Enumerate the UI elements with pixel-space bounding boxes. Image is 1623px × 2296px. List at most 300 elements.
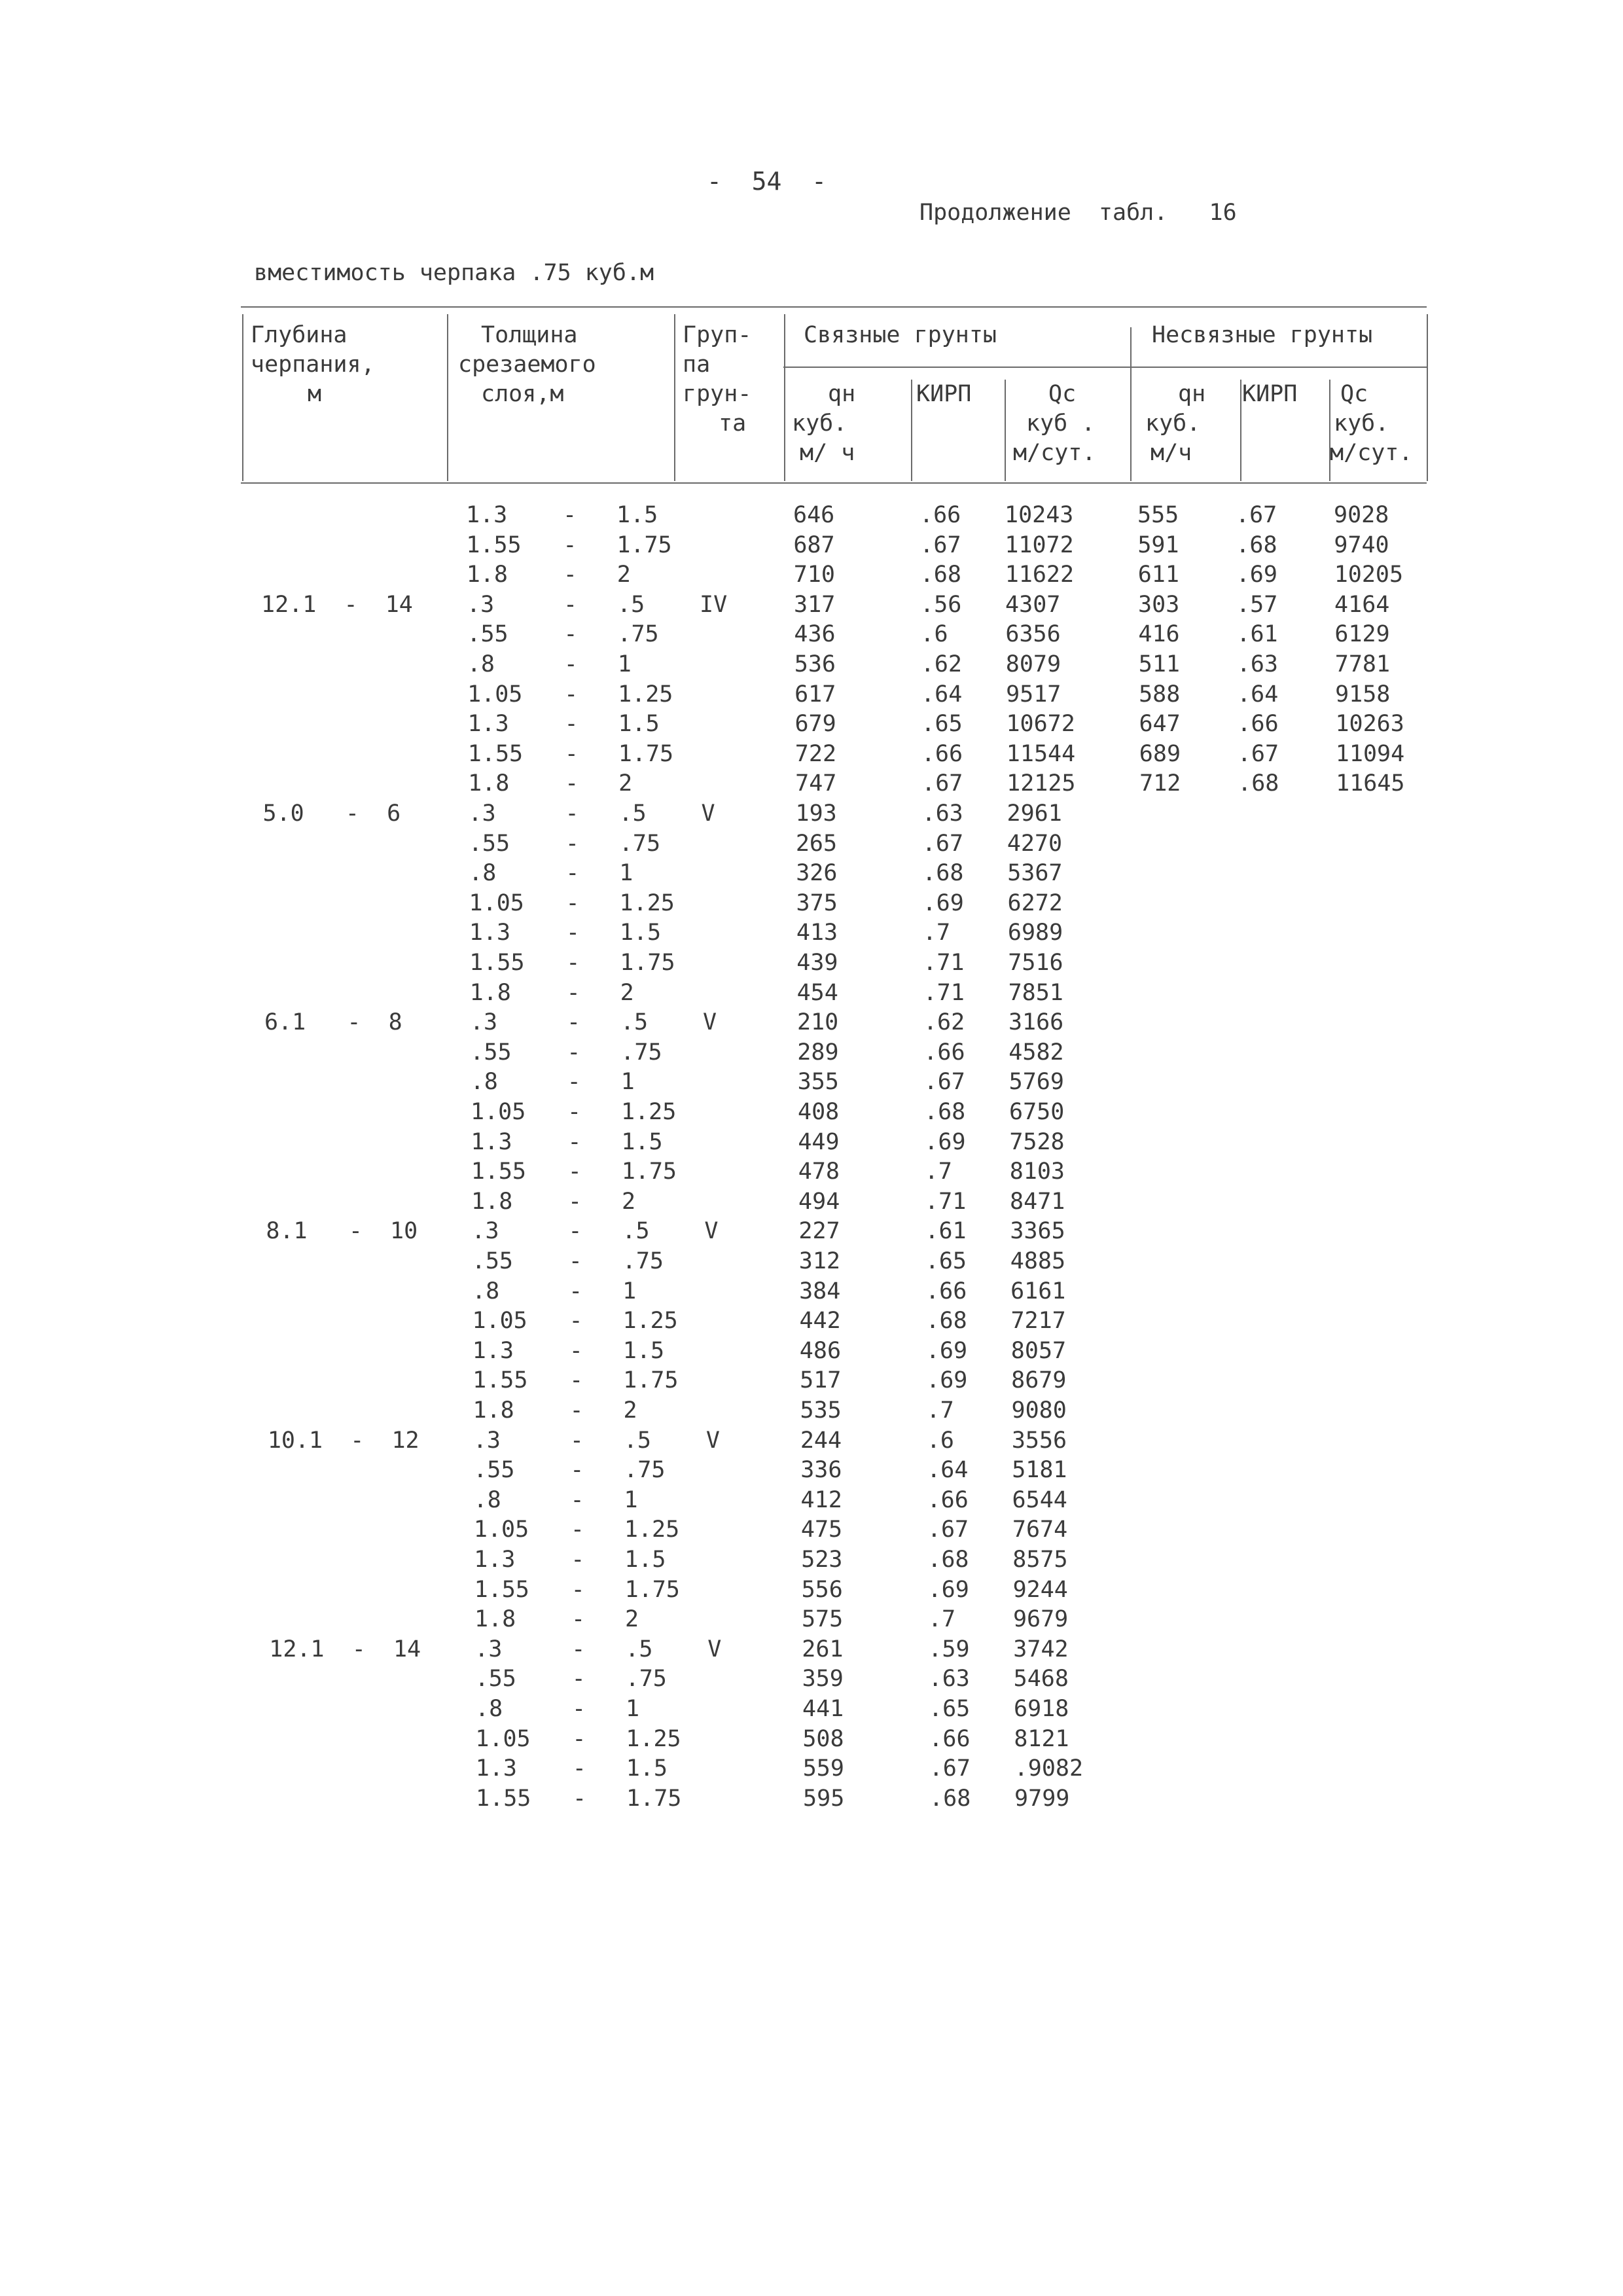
cell-thick-to: .5 xyxy=(620,1009,649,1036)
cell-qh: 517 xyxy=(800,1367,842,1394)
header-depth-line: черпания, xyxy=(251,351,375,378)
cell-thick-to: 1 xyxy=(619,860,633,887)
cell-kirp-2: .57 xyxy=(1236,591,1278,618)
header-noncohesive: Несвязные грунты xyxy=(1152,322,1373,348)
cell-qh: 265 xyxy=(795,830,838,857)
cell-qc: 9799 xyxy=(1014,1785,1070,1812)
cell-qc: 4307 xyxy=(1005,591,1061,618)
header-depth-line: м xyxy=(308,381,322,407)
header-vrule xyxy=(784,314,785,481)
table-continuation-label: Продолжение табл. 16 xyxy=(919,200,1237,226)
cell-qh: 556 xyxy=(801,1576,843,1603)
cell-kirp: .67 xyxy=(927,1516,969,1543)
cell-kirp: .71 xyxy=(923,950,965,976)
cell-qc: 3166 xyxy=(1008,1009,1064,1036)
header-group-line: па xyxy=(683,351,711,378)
cell-thick-to: 1.5 xyxy=(622,1337,665,1364)
cell-qh: 210 xyxy=(796,1009,839,1036)
cell-qh-2: 712 xyxy=(1139,770,1181,797)
cell-qc: 3365 xyxy=(1010,1218,1065,1245)
cell-thick-from: .8 xyxy=(472,1278,500,1304)
cell-thick-from: .8 xyxy=(467,651,495,677)
cell-qc: 6544 xyxy=(1012,1486,1067,1513)
cell-thick-from: 1.3 xyxy=(466,502,508,528)
cell-thick-to: 1.5 xyxy=(616,502,658,528)
cell-qc: 6989 xyxy=(1007,920,1063,946)
cell-kirp: .69 xyxy=(926,1367,968,1394)
cell-qc: 8103 xyxy=(1009,1158,1065,1185)
cell-thick-to: 1.75 xyxy=(620,950,675,976)
cell-dash: - xyxy=(563,651,578,677)
cell-kirp-2: .63 xyxy=(1236,651,1278,677)
cell-group: V xyxy=(704,1218,719,1245)
cell-kirp: .68 xyxy=(924,1099,966,1125)
cell-qh: 326 xyxy=(796,860,838,887)
header-qh-2: м/ч xyxy=(1150,440,1192,466)
cell-qh: 312 xyxy=(798,1248,840,1274)
cell-thick-to: 1 xyxy=(617,651,632,677)
cell-qh: 359 xyxy=(802,1666,844,1693)
cell-thick-to: 1.25 xyxy=(618,681,673,708)
cell-qc-2: 4164 xyxy=(1334,591,1390,618)
header-kirp-2: КИРП xyxy=(1242,381,1298,407)
cell-thick-to: .75 xyxy=(617,621,659,648)
cell-thick-from: 1.05 xyxy=(473,1516,529,1543)
cell-dash: - xyxy=(565,920,580,946)
cell-dash: - xyxy=(565,770,579,797)
cell-thick-from: .55 xyxy=(474,1666,516,1693)
cell-dash: - xyxy=(566,979,580,1006)
cell-dash: - xyxy=(566,950,580,976)
cell-thick-from: 1.8 xyxy=(474,1606,516,1633)
header-mid-rule xyxy=(783,367,1427,368)
cell-thick-from: 1.3 xyxy=(474,1547,516,1573)
cell-thick-to: 2 xyxy=(624,1606,639,1633)
cell-qh: 289 xyxy=(797,1039,839,1066)
cell-dash: - xyxy=(563,591,578,618)
cell-qc: 8471 xyxy=(1010,1188,1065,1215)
cell-qc: 8121 xyxy=(1014,1725,1069,1752)
cell-thick-to: 1.5 xyxy=(621,1128,663,1155)
cell-kirp: .63 xyxy=(921,800,963,827)
cell-qc: 3556 xyxy=(1011,1427,1067,1454)
cell-kirp-2: .68 xyxy=(1236,531,1277,558)
cell-qc: 7516 xyxy=(1008,950,1063,976)
cell-dash: - xyxy=(572,1696,586,1722)
cell-thick-to: 2 xyxy=(616,562,631,588)
cell-thick-to: .5 xyxy=(625,1636,653,1662)
cell-qh: 244 xyxy=(800,1427,842,1454)
cell-qh: 227 xyxy=(798,1218,840,1245)
cell-kirp: .69 xyxy=(922,889,964,916)
cell-qh-2: 689 xyxy=(1139,740,1181,767)
cell-kirp: .68 xyxy=(929,1785,971,1812)
header-group-line: та xyxy=(719,410,747,437)
cell-dash: - xyxy=(569,1367,584,1394)
cell-thick-to: 1 xyxy=(620,1069,635,1096)
cell-kirp: .64 xyxy=(927,1457,969,1484)
cell-thick-from: 1.3 xyxy=(472,1337,514,1364)
cell-qh: 193 xyxy=(795,800,837,827)
cell-qc: 2961 xyxy=(1007,800,1062,827)
cell-thick-to: 1.75 xyxy=(618,740,674,767)
cell-thick-from: 1.3 xyxy=(471,1128,512,1155)
cell-depth: 6.1 - 8 xyxy=(264,1009,402,1036)
cell-thick-from: 1.8 xyxy=(469,979,511,1006)
cell-qc: 4885 xyxy=(1010,1248,1066,1274)
cell-thick-from: .3 xyxy=(469,1009,498,1036)
header-thickness-line: слоя,м xyxy=(481,381,564,407)
cell-dash: - xyxy=(565,800,579,827)
header-qc-2: Qc xyxy=(1340,381,1368,407)
cell-qc: 9679 xyxy=(1012,1606,1069,1633)
cell-qc: 11072 xyxy=(1005,531,1074,558)
cell-thick-from: 1.05 xyxy=(467,681,523,708)
cell-qh: 536 xyxy=(794,651,836,677)
cell-qh: 454 xyxy=(796,979,838,1006)
cell-depth: 12.1 - 14 xyxy=(269,1636,421,1662)
header-group-line: Груп- xyxy=(683,322,752,348)
cell-dash: - xyxy=(570,1516,584,1543)
cell-kirp: .66 xyxy=(927,1486,969,1513)
cell-qc: 5367 xyxy=(1007,860,1063,887)
cell-thick-to: 1.25 xyxy=(621,1099,677,1125)
cell-thick-from: 1.55 xyxy=(473,1367,528,1394)
header-vrule xyxy=(1240,380,1241,481)
cell-kirp: .67 xyxy=(929,1755,971,1782)
cell-kirp: .68 xyxy=(919,562,961,588)
cell-qc: 10243 xyxy=(1005,502,1074,528)
cell-qh: 575 xyxy=(801,1606,844,1633)
cell-thick-from: .3 xyxy=(467,591,495,618)
cell-kirp-2: .66 xyxy=(1237,711,1279,738)
cell-kirp: .63 xyxy=(928,1666,970,1693)
cell-qh: 408 xyxy=(798,1099,840,1125)
cell-dash: - xyxy=(564,681,579,708)
cell-qc: 8079 xyxy=(1005,651,1061,677)
cell-qh: 375 xyxy=(796,889,838,916)
cell-qc: 5769 xyxy=(1008,1069,1064,1096)
cell-kirp: .69 xyxy=(924,1128,966,1155)
header-qh: qн xyxy=(828,381,856,407)
header-qc: м/сут. xyxy=(1013,440,1096,466)
cell-qc: 6161 xyxy=(1010,1278,1066,1304)
cell-depth: 10.1 - 12 xyxy=(267,1427,419,1454)
cell-thick-to: 1.75 xyxy=(616,531,672,558)
cell-thick-from: .3 xyxy=(468,800,496,827)
cell-thick-from: .8 xyxy=(475,1696,503,1722)
header-cohesive: Связные грунты xyxy=(804,322,997,348)
cell-thick-from: 1.55 xyxy=(469,950,525,976)
cell-kirp: .71 xyxy=(923,979,965,1006)
cell-thick-to: 1.5 xyxy=(626,1755,668,1782)
cell-dash: - xyxy=(569,1337,583,1364)
cell-qh: 317 xyxy=(794,591,836,618)
cell-kirp: .7 xyxy=(926,1397,954,1424)
cell-dash: - xyxy=(569,1397,584,1424)
cell-qc: 3742 xyxy=(1013,1636,1069,1662)
cell-dash: - xyxy=(567,1158,582,1185)
cell-qc-2: 7781 xyxy=(1334,651,1391,677)
cell-qc: 5181 xyxy=(1012,1457,1067,1484)
cell-qh-2: 511 xyxy=(1138,651,1180,677)
cell-kirp: .61 xyxy=(925,1218,967,1245)
header-group-line: грун- xyxy=(683,381,752,407)
cell-qh: 559 xyxy=(802,1755,844,1782)
cell-qc: 11544 xyxy=(1006,740,1076,767)
page-number: - 54 - xyxy=(707,167,827,196)
cell-group: V xyxy=(705,1427,720,1454)
header-vrule xyxy=(674,314,675,481)
cell-qh: 436 xyxy=(794,621,836,648)
cell-thick-from: .55 xyxy=(471,1248,513,1274)
cell-thick-from: 1.3 xyxy=(469,920,511,946)
cell-kirp: .66 xyxy=(919,502,961,528)
cell-qh: 722 xyxy=(794,740,837,767)
cell-dash: - xyxy=(571,1636,586,1662)
cell-qc-2: 9158 xyxy=(1335,681,1391,708)
cell-thick-from: .55 xyxy=(468,830,510,857)
cell-qc: 6356 xyxy=(1005,621,1061,648)
cell-thick-to: 1.75 xyxy=(626,1785,682,1812)
cell-kirp-2: .64 xyxy=(1237,681,1279,708)
cell-qc: 8575 xyxy=(1012,1547,1068,1573)
cell-qc: 6750 xyxy=(1009,1099,1065,1125)
cell-thick-from: .3 xyxy=(471,1218,499,1245)
cell-qh: 595 xyxy=(803,1785,845,1812)
cell-qc-2: 10205 xyxy=(1334,562,1404,588)
cell-qc: 8679 xyxy=(1011,1367,1067,1394)
cell-kirp: .56 xyxy=(920,591,962,618)
cell-thick-to: 2 xyxy=(618,770,633,797)
cell-thick-to: 1 xyxy=(624,1486,638,1513)
cell-dash: - xyxy=(563,562,577,588)
cell-depth: 12.1 - 14 xyxy=(261,591,413,618)
cell-depth: 8.1 - 10 xyxy=(266,1218,418,1245)
cell-thick-from: 1.55 xyxy=(474,1576,529,1603)
cell-thick-from: 1.05 xyxy=(475,1725,531,1752)
cell-qh: 494 xyxy=(798,1188,840,1215)
cell-qc-2: 6129 xyxy=(1334,621,1390,648)
cell-kirp: .67 xyxy=(921,830,964,857)
cell-kirp: .65 xyxy=(925,1248,967,1274)
cell-thick-to: 1.75 xyxy=(623,1367,679,1394)
cell-dash: - xyxy=(568,1248,582,1274)
cell-qc: 10672 xyxy=(1006,711,1075,738)
cell-kirp: .7 xyxy=(924,1158,952,1185)
cell-thick-from: .8 xyxy=(470,1069,498,1096)
cell-kirp: .69 xyxy=(927,1576,969,1603)
cell-kirp: .59 xyxy=(928,1636,970,1662)
cell-thick-from: .3 xyxy=(473,1427,501,1454)
cell-dash: - xyxy=(567,1069,581,1096)
cell-kirp: .7 xyxy=(927,1606,956,1633)
header-qh-2: куб. xyxy=(1145,410,1201,437)
cell-qc-2: 9028 xyxy=(1334,502,1389,528)
header-bottom-rule xyxy=(241,482,1427,484)
header-thickness-line: Толщина xyxy=(481,322,578,348)
cell-kirp: .66 xyxy=(929,1725,971,1752)
cell-qh: 355 xyxy=(797,1069,839,1096)
cell-qh-2: 588 xyxy=(1139,681,1181,708)
cell-thick-to: 1.5 xyxy=(618,711,660,738)
cell-thick-to: 2 xyxy=(620,979,634,1006)
cell-thick-to: 1.5 xyxy=(619,920,662,946)
cell-qh: 535 xyxy=(800,1397,842,1424)
cell-dash: - xyxy=(564,711,579,738)
cell-kirp: .67 xyxy=(919,531,961,558)
cell-thick-from: 1.55 xyxy=(467,740,524,767)
cell-thick-from: 1.55 xyxy=(471,1158,526,1185)
cell-kirp: .66 xyxy=(925,1278,967,1304)
cell-qc: .9082 xyxy=(1014,1755,1084,1782)
header-top-rule xyxy=(241,306,1427,308)
cell-kirp: .66 xyxy=(923,1039,965,1066)
cell-qh: 523 xyxy=(801,1547,843,1573)
cell-qc: 4582 xyxy=(1008,1039,1064,1066)
header-qc-2: м/сут. xyxy=(1330,440,1413,466)
header-thickness-line: срезаемого xyxy=(458,351,596,378)
cell-qh: 412 xyxy=(800,1486,842,1513)
cell-qh: 441 xyxy=(802,1696,844,1722)
cell-thick-to: .5 xyxy=(617,591,645,618)
cell-group: IV xyxy=(700,591,728,618)
cell-dash: - xyxy=(564,740,579,767)
cell-dash: - xyxy=(568,1188,582,1215)
cell-thick-from: 1.55 xyxy=(466,531,522,558)
cell-dash: - xyxy=(563,621,578,648)
cell-dash: - xyxy=(569,1308,583,1335)
cell-kirp: .68 xyxy=(925,1308,967,1335)
cell-thick-to: 1.25 xyxy=(624,1516,680,1543)
cell-dash: - xyxy=(563,502,577,528)
cell-thick-to: 1.25 xyxy=(619,889,675,916)
cell-thick-to: 1.25 xyxy=(626,1725,681,1752)
cell-thick-to: 2 xyxy=(622,1188,636,1215)
cell-dash: - xyxy=(570,1457,584,1484)
cell-qh: 336 xyxy=(800,1457,842,1484)
cell-thick-from: .8 xyxy=(469,860,497,887)
cell-thick-from: .55 xyxy=(467,621,508,648)
cell-qh: 617 xyxy=(794,681,836,708)
cell-thick-to: .5 xyxy=(618,800,647,827)
cell-kirp: .6 xyxy=(926,1427,954,1454)
cell-kirp-2: .61 xyxy=(1236,621,1278,648)
cell-dash: - xyxy=(567,1099,582,1125)
cell-thick-to: .75 xyxy=(620,1039,662,1066)
header-vrule xyxy=(1427,314,1428,481)
cell-thick-to: 1.5 xyxy=(624,1547,666,1573)
cell-thick-from: 1.05 xyxy=(472,1308,527,1335)
cell-kirp: .64 xyxy=(921,681,963,708)
header-vrule xyxy=(911,380,912,481)
cell-qc-2: 9740 xyxy=(1334,531,1389,558)
cell-dash: - xyxy=(573,1785,587,1812)
cell-thick-from: 1.3 xyxy=(467,711,509,738)
cell-depth: 5.0 - 6 xyxy=(262,800,401,827)
cell-qh: 475 xyxy=(800,1516,843,1543)
cell-thick-to: .75 xyxy=(622,1248,664,1274)
header-qh: куб. xyxy=(792,410,847,437)
cell-qh: 508 xyxy=(802,1725,844,1752)
cell-group: V xyxy=(702,1009,717,1036)
cell-kirp: .68 xyxy=(927,1547,969,1573)
cell-qh-2: 611 xyxy=(1137,562,1179,588)
cell-qc: 9080 xyxy=(1011,1397,1067,1424)
header-vrule xyxy=(447,314,448,481)
cell-qh: 486 xyxy=(799,1337,842,1364)
cell-dash: - xyxy=(571,1606,586,1633)
cell-thick-to: 1 xyxy=(622,1278,637,1304)
cell-qc: 12125 xyxy=(1007,770,1076,797)
cell-qc-2: 10263 xyxy=(1335,711,1404,738)
header-qh: м/ ч xyxy=(800,440,855,466)
header-vrule xyxy=(1130,327,1132,481)
cell-thick-from: .8 xyxy=(473,1486,501,1513)
table-caption: вместимость черпака .75 куб.м xyxy=(254,260,654,286)
cell-qc: 7851 xyxy=(1008,979,1063,1006)
cell-dash: - xyxy=(565,860,580,887)
cell-thick-to: 1.75 xyxy=(624,1576,680,1603)
cell-qh: 679 xyxy=(794,711,836,738)
header-vrule xyxy=(1005,380,1006,481)
cell-qh-2: 591 xyxy=(1137,531,1179,558)
cell-dash: - xyxy=(566,1009,581,1036)
cell-qc: 4270 xyxy=(1007,830,1063,857)
cell-group: V xyxy=(707,1636,722,1662)
cell-qh-2: 647 xyxy=(1139,711,1181,738)
cell-thick-from: 1.05 xyxy=(471,1099,526,1125)
cell-dash: - xyxy=(565,889,580,916)
cell-dash: - xyxy=(571,1576,585,1603)
cell-qh-2: 555 xyxy=(1137,502,1179,528)
cell-dash: - xyxy=(567,1039,581,1066)
cell-qc: 5468 xyxy=(1013,1666,1069,1693)
cell-kirp: .65 xyxy=(929,1696,971,1722)
cell-qc: 6272 xyxy=(1007,889,1063,916)
cell-thick-to: .75 xyxy=(618,830,661,857)
cell-dash: - xyxy=(565,830,579,857)
cell-qh: 646 xyxy=(793,502,835,528)
cell-qh: 261 xyxy=(802,1636,844,1662)
cell-kirp: .62 xyxy=(923,1009,965,1036)
cell-kirp: .67 xyxy=(921,770,963,797)
cell-kirp: .7 xyxy=(922,920,951,946)
cell-qc: 6918 xyxy=(1014,1696,1069,1722)
cell-thick-from: 1.05 xyxy=(469,889,524,916)
cell-qc-2: 11094 xyxy=(1335,740,1405,767)
cell-thick-from: .3 xyxy=(474,1636,503,1662)
cell-thick-to: 1 xyxy=(626,1696,640,1722)
header-vrule xyxy=(242,314,243,481)
cell-qh: 413 xyxy=(796,920,838,946)
cell-thick-to: .75 xyxy=(624,1457,666,1484)
header-qc: куб . xyxy=(1026,410,1096,437)
cell-kirp-2: .67 xyxy=(1236,502,1277,528)
cell-thick-from: 1.8 xyxy=(471,1188,513,1215)
cell-dash: - xyxy=(567,1128,582,1155)
cell-kirp: .62 xyxy=(920,651,962,677)
cell-dash: - xyxy=(568,1218,582,1245)
cell-qh: 478 xyxy=(798,1158,840,1185)
header-qh-2: qн xyxy=(1178,381,1206,407)
cell-thick-from: 1.8 xyxy=(466,562,508,588)
cell-dash: - xyxy=(571,1547,585,1573)
header-qc-2: куб. xyxy=(1334,410,1389,437)
cell-qc: 11622 xyxy=(1005,562,1075,588)
cell-dash: - xyxy=(572,1755,586,1782)
header-kirp: КИРП xyxy=(916,381,972,407)
